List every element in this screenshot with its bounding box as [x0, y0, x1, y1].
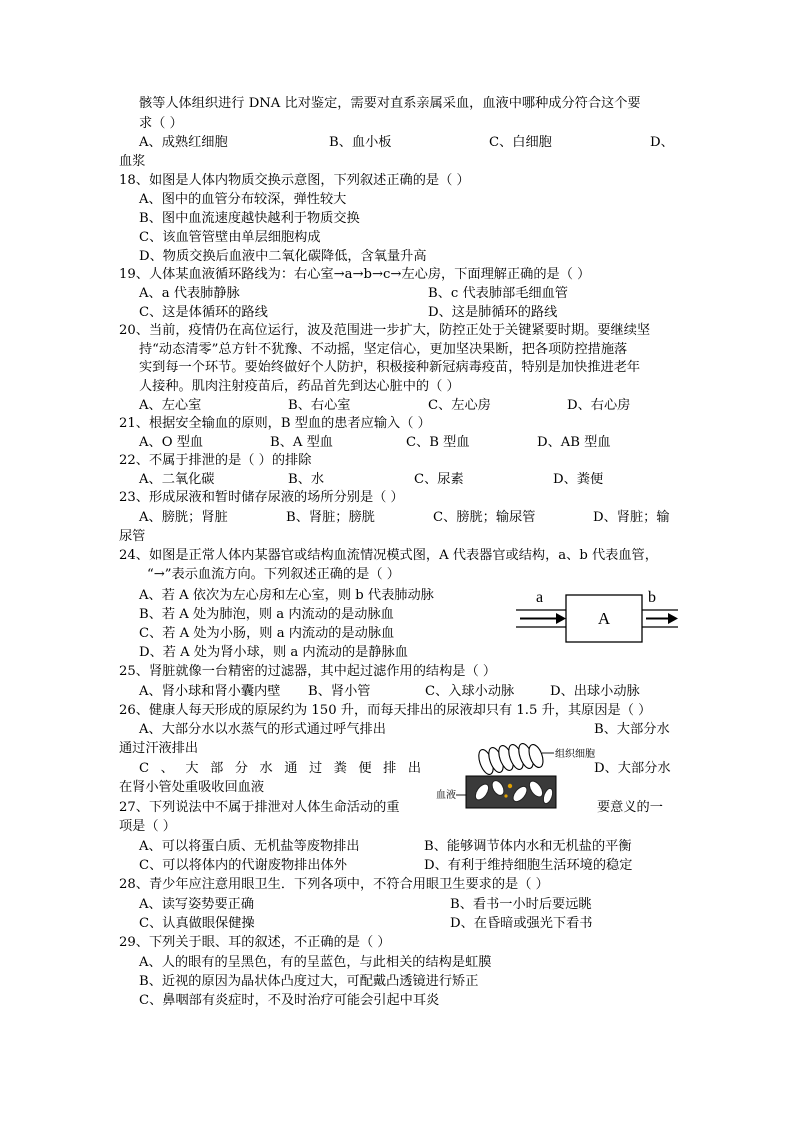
- q26-option-d-wrap: 在肾小管处重吸收回血液: [119, 780, 265, 795]
- q22-option-a: A、二氧化碳: [139, 472, 215, 487]
- q28-option-d: D、在昏暗或强光下看书: [450, 916, 593, 931]
- q26-stem: 26、健康人每天形成的原尿约为 150 升，而每天排出的尿液却只有 1.5 升，其原因是（ ）: [119, 703, 652, 718]
- q26-option-d: D、大部分水: [594, 761, 671, 776]
- q25-option-b: B、肾小管: [308, 684, 371, 699]
- q21-stem: 21、根据安全输血的原则，B 型血的患者应输入（ ）: [119, 416, 431, 431]
- q21-option-a: A、O 型血: [139, 435, 204, 450]
- q27-option-c: C、可以将体内的代谢废物排出体外: [139, 858, 347, 873]
- q26-option-c: C 、 大 部 分 水 通 过 粪 便 排 出: [139, 761, 421, 776]
- q18-option-d: D、物质交换后血液中二氧化碳降低，含氧量升高: [139, 249, 427, 264]
- q26-capillary-exchange-figure: [436, 744, 595, 814]
- q23-option-c: C、膀胱；输尿管: [433, 510, 536, 525]
- q28-option-c: C、认真做眼保健操: [139, 916, 255, 931]
- q24-outflow-arrow-icon: [668, 613, 678, 624]
- q23-option-d: D、肾脏；输: [593, 510, 670, 525]
- q28-option-a: A、读写姿势要正确: [139, 897, 255, 912]
- q27-line1-end: 要意义的一: [597, 800, 663, 815]
- q19-option-d: D、这是肺循环的路线: [428, 305, 558, 320]
- q27-line2: 项是（ ）: [119, 819, 176, 834]
- q26-option-b: B、大部分水: [594, 722, 670, 737]
- q25-option-a: A、肾小球和肾小囊内壁: [139, 684, 281, 699]
- q22-option-b: B、水: [288, 472, 325, 487]
- q22-stem: 22、不属于排泄的是（ ）的排除: [119, 453, 312, 468]
- q24-option-c: C、若 A 处为小肠，则 a 内流动的是动脉血: [139, 626, 395, 641]
- q24-organ-box-label: A: [597, 609, 611, 628]
- q24-line1: 24、如图是正常人体内某器官或结构血流情况模式图，A 代表器官或结构，a、b 代表血管，: [119, 548, 658, 563]
- q20-line3: 实到每一个环节。要始终做好个人防护，积极接种新冠病毒疫苗，特别是加快推进老年: [139, 360, 641, 375]
- q25-option-d: D、出球小动脉: [550, 684, 640, 699]
- q24-vessel-a-label: a: [536, 589, 544, 606]
- q24-option-b: B、若 A 处为肺泡，则 a 内流动的是动脉血: [139, 607, 394, 622]
- q20-line1: 20、当前，疫情仍在高位运行，波及范围进一步扩大，防控正处于关键紧要时期。要继续坚: [119, 323, 651, 338]
- q26-exchange-particle-icon: [508, 784, 512, 788]
- q24-inflow-arrow-icon: [556, 613, 566, 624]
- q26-blood-label: 血液: [436, 790, 456, 801]
- q28-option-b: B、看书一小时后要远眺: [450, 897, 592, 912]
- q28-stem: 28、青少年应注意用眼卫生．下列各项中，不符合用眼卫生要求的是（ ）: [119, 877, 549, 892]
- q17-option-c: C、白细胞: [489, 135, 552, 150]
- q19-option-b: B、c 代表肺部毛细血管: [428, 286, 568, 301]
- q20-option-a: A、左心室: [139, 398, 202, 413]
- q17-option-d-wrap: 血浆: [119, 154, 146, 169]
- q24-vessel-b-label: b: [648, 589, 656, 606]
- q21-option-b: B、A 型血: [270, 435, 333, 450]
- q24-blood-flow-diagram: [512, 582, 682, 656]
- q25-stem: 25、肾脏就像一台精密的过滤器，其中起过滤作用的结构是（ ）: [119, 664, 497, 679]
- q25-option-c: C、入球小动脉: [425, 684, 515, 699]
- q23-stem: 23、形成尿液和暂时储存尿液的场所分别是（ ）: [119, 490, 404, 505]
- q18-option-c: C、该血管管壁由单层细胞构成: [139, 230, 321, 245]
- q21-option-c: C、B 型血: [406, 435, 470, 450]
- q19-option-a: A、a 代表肺静脉: [139, 286, 240, 301]
- q23-option-d-wrap: 尿管: [119, 529, 146, 544]
- q26-option-b-wrap: 通过汗液排出: [119, 741, 199, 756]
- q23-option-a: A、膀胱；肾脏: [139, 510, 228, 525]
- q20-option-b: B、右心室: [288, 398, 351, 413]
- q19-option-c: C、这是体循环的路线: [139, 305, 268, 320]
- q26-tissue-cells: [476, 742, 546, 777]
- q20-line2: 持“动态清零”总方针不犹豫、不动摇，坚定信心，更加坚决果断，把各项防控措施落: [139, 342, 628, 357]
- q26-tissue-cell-label: 组织细胞: [555, 749, 595, 760]
- q29-option-a: A、人的眼有的呈黑色，有的呈蓝色，与此相关的结构是虹膜: [139, 955, 492, 970]
- q27-option-a: A、可以将蛋白质、无机盐等废物排出: [139, 839, 360, 854]
- q22-option-d: D、粪便: [553, 472, 604, 487]
- q27-line1: 27、下列说法中不属于排泄对人体生命活动的重: [119, 800, 400, 815]
- q17-line1: 骸等人体组织进行 DNA 比对鉴定，需要对直系亲属采血，血液中哪种成分符合这个要: [139, 96, 641, 111]
- q17-line2: 求（ ）: [139, 116, 183, 131]
- q29-option-c: C、鼻咽部有炎症时，不及时治疗可能会引起中耳炎: [139, 993, 440, 1008]
- q26-exchange-particle-icon: [504, 794, 507, 797]
- q24-option-a: A、若 A 依次为左心房和左心室，则 b 代表肺动脉: [139, 588, 434, 603]
- q17-option-a: A、成熟红细胞: [139, 135, 228, 150]
- q29-stem: 29、下列关于眼、耳的叙述，不正确的是（ ）: [119, 935, 391, 950]
- q17-option-b: B、血小板: [329, 135, 392, 150]
- q20-option-c: C、左心房: [428, 398, 491, 413]
- q19-stem: 19、人体某血液循环路线为：右心室→a→b→c→左心房，下面理解正确的是（ ）: [119, 267, 591, 282]
- q22-option-c: C、尿素: [414, 472, 464, 487]
- q20-option-d: D、右心房: [567, 398, 631, 413]
- q23-option-b: B、肾脏；膀胱: [286, 510, 375, 525]
- q17-option-d: D、: [650, 135, 674, 150]
- q20-line4: 人接种。肌肉注射疫苗后，药品首先到达心脏中的（ ）: [139, 379, 460, 394]
- q18-stem: 18、如图是人体内物质交换示意图，下列叙述正确的是（ ）: [119, 173, 470, 188]
- q24-option-d: D、若 A 处为肾小球，则 a 内流动的是静脉血: [139, 645, 408, 660]
- q26-option-a: A、大部分水以水蒸气的形式通过呼气排出: [139, 722, 386, 737]
- q21-option-d: D、AB 型血: [537, 435, 611, 450]
- q18-option-a: A、图中的血管分布较深，弹性较大: [139, 192, 347, 207]
- q24-line2: “→”表示血流方向。下列叙述正确的是（ ）: [147, 567, 400, 582]
- q29-option-b: B、近视的原因为晶状体凸度过大，可配戴凸透镜进行矫正: [139, 974, 479, 989]
- q27-option-d: D、有利于维持细胞生活环境的稳定: [424, 858, 633, 873]
- q18-option-b: B、图中血流速度越快越利于物质交换: [139, 211, 360, 226]
- q27-option-b: B、能够调节体内水和无机盐的平衡: [424, 839, 632, 854]
